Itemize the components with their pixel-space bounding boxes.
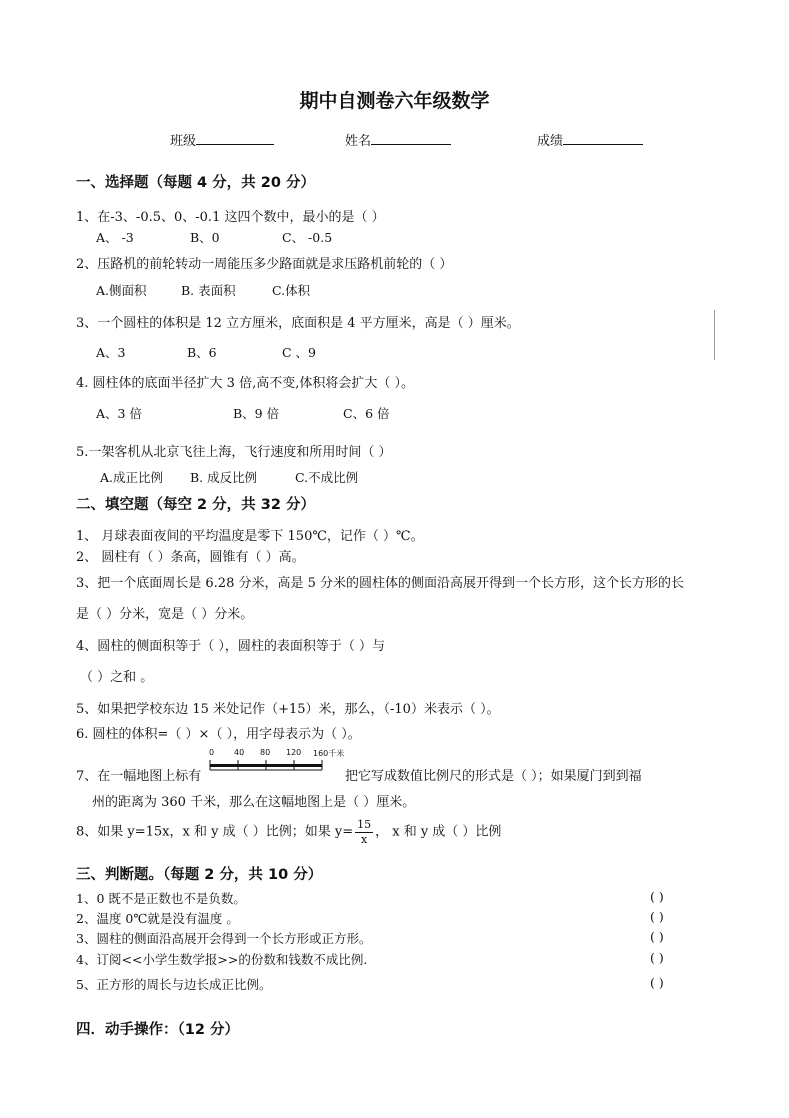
s1-q2: 2、压路机的前轮转动一周能压多少路面就是求压路机前轮的（ ）: [76, 257, 453, 272]
s3-item-3: 3、圆柱的侧面沿高展开会得到一个长方形或正方形。: [76, 931, 372, 946]
s1-q2-option-a: A.侧面积: [96, 283, 147, 298]
s1-q2-option-c: C.体积: [272, 283, 311, 298]
scale-bar-graphic: [209, 760, 327, 772]
fraction-numerator: 15: [357, 818, 372, 831]
s2-q7-start: 7、在一幅地图上标有: [76, 769, 202, 784]
s2-q2: 2、 圆柱有（ ）条高，圆锥有（ ）高。: [76, 550, 305, 565]
s3-item-3-answer[interactable]: ( ): [650, 929, 664, 944]
s1-q5-option-b: B. 成反比例: [190, 470, 258, 485]
name-blank[interactable]: [371, 130, 451, 145]
s2-q5: 5、如果把学校东边 15 米处记作（+15）米，那么，（-10）米表示（ ）。: [76, 702, 500, 717]
s1-q1: 1、在-3、-0.5、0、-0.1 这四个数中，最小的是（ ）: [76, 210, 385, 225]
s2-q8: [76, 818, 501, 847]
s2-q8-end: ， x 和 y 成（ ）比例: [375, 824, 502, 840]
section1-heading: 一、选择题（每题 4 分，共 20 分）: [76, 175, 315, 191]
s3-item-1: 1、0 既不是正数也不是负数。: [76, 891, 246, 906]
fraction-denominator: x: [360, 833, 368, 846]
s2-q7-line2: 州的距离为 360 千米，那么在这幅地图上是（ ）厘米。: [92, 795, 416, 810]
s1-q1-option-a: A、 -3: [96, 230, 134, 245]
name-label: 姓名: [345, 134, 372, 149]
class-blank[interactable]: [196, 130, 274, 145]
section4-heading: 四．动手操作：（12 分）: [76, 1022, 239, 1038]
scale-label-0: 0: [209, 748, 215, 757]
s1-q4-option-b: B、9 倍: [233, 406, 280, 421]
score-label: 成绩: [537, 134, 564, 149]
class-label: 班级: [170, 134, 197, 149]
s1-q5: 5.一架客机从北京飞往上海，飞行速度和所用时间（ ）: [76, 445, 392, 460]
s1-q1-option-c: C、 -0.5: [282, 230, 333, 245]
s2-q1: 1、 月球表面夜间的平均温度是零下 150℃，记作（ ）℃。: [76, 529, 424, 544]
score-blank[interactable]: [563, 130, 643, 145]
s1-q1-option-b: B、0: [190, 230, 220, 245]
score-field: [537, 130, 643, 149]
scale-label-160: 160千米: [313, 749, 345, 758]
s1-q3-option-b: B、6: [187, 345, 217, 360]
name-field: [345, 130, 451, 149]
s2-q3-line2: 是（ ）分米，宽是（ ）分米。: [76, 607, 254, 622]
s3-item-2: 2、温度 0℃就是没有温度 。: [76, 911, 239, 926]
scale-label-80: 80: [260, 748, 271, 757]
s1-q4-option-c: C、6 倍: [343, 406, 390, 421]
s1-q4-option-a: A、3 倍: [96, 406, 142, 421]
s1-q5-option-a: A.成正比例: [100, 470, 164, 485]
s2-q4-line2: （ ）之和 。: [80, 670, 154, 685]
s2-q8-start: 8、如果 y=15x，x 和 y 成（ ）比例；如果 y=: [76, 824, 354, 840]
s3-item-5-answer[interactable]: ( ): [650, 975, 664, 990]
s3-item-4: 4、订阅<<小学生数学报>>的份数和钱数不成比例.: [76, 952, 368, 967]
s1-q4: 4. 圆柱体的底面半径扩大 3 倍,高不变,体积将会扩大（ ）。: [76, 376, 414, 391]
page-title: 期中自测卷六年级数学: [299, 90, 490, 112]
s2-q4-line1: 4、圆柱的侧面积等于（ ），圆柱的表面积等于（ ）与: [76, 639, 386, 654]
section3-heading: 三、判断题。（每题 2 分，共 10 分）: [76, 867, 323, 883]
s2-q7-rest: 把它写成数值比例尺的形式是（ ）；如果厦门到到福: [345, 769, 642, 784]
scale-label-40: 40: [234, 748, 245, 757]
s3-item-4-answer[interactable]: ( ): [650, 950, 664, 965]
section2-heading: 二、填空题（每空 2 分，共 32 分）: [76, 497, 315, 513]
s3-item-1-answer[interactable]: ( ): [650, 889, 664, 904]
s3-item-2-answer[interactable]: ( ): [650, 909, 664, 924]
s1-q3-option-c: C 、9: [282, 345, 316, 360]
s2-q3-line1: 3、把一个底面周长是 6.28 分米，高是 5 分米的圆柱体的侧面沿高展开得到一个长方形，这个长方形的长: [76, 576, 685, 591]
s3-item-5: 5、正方形的周长与边长成正比例。: [76, 977, 272, 992]
class-field: [170, 130, 274, 149]
fraction-15-over-x: [355, 818, 373, 847]
s1-q3: 3、一个圆柱的体积是 12 立方厘米，底面积是 4 平方厘米，高是（ ）厘米。: [76, 316, 520, 331]
s1-q2-option-b: B. 表面积: [181, 283, 236, 298]
map-scale-bar: [209, 748, 345, 774]
s2-q6: 6. 圆柱的体积=（ ）×（ ），用字母表示为（ ）。: [76, 727, 361, 742]
scale-label-120: 120: [286, 748, 302, 757]
s1-q5-option-c: C.不成比例: [295, 470, 359, 485]
margin-line: [714, 310, 715, 360]
s1-q3-option-a: A、3: [96, 345, 126, 360]
